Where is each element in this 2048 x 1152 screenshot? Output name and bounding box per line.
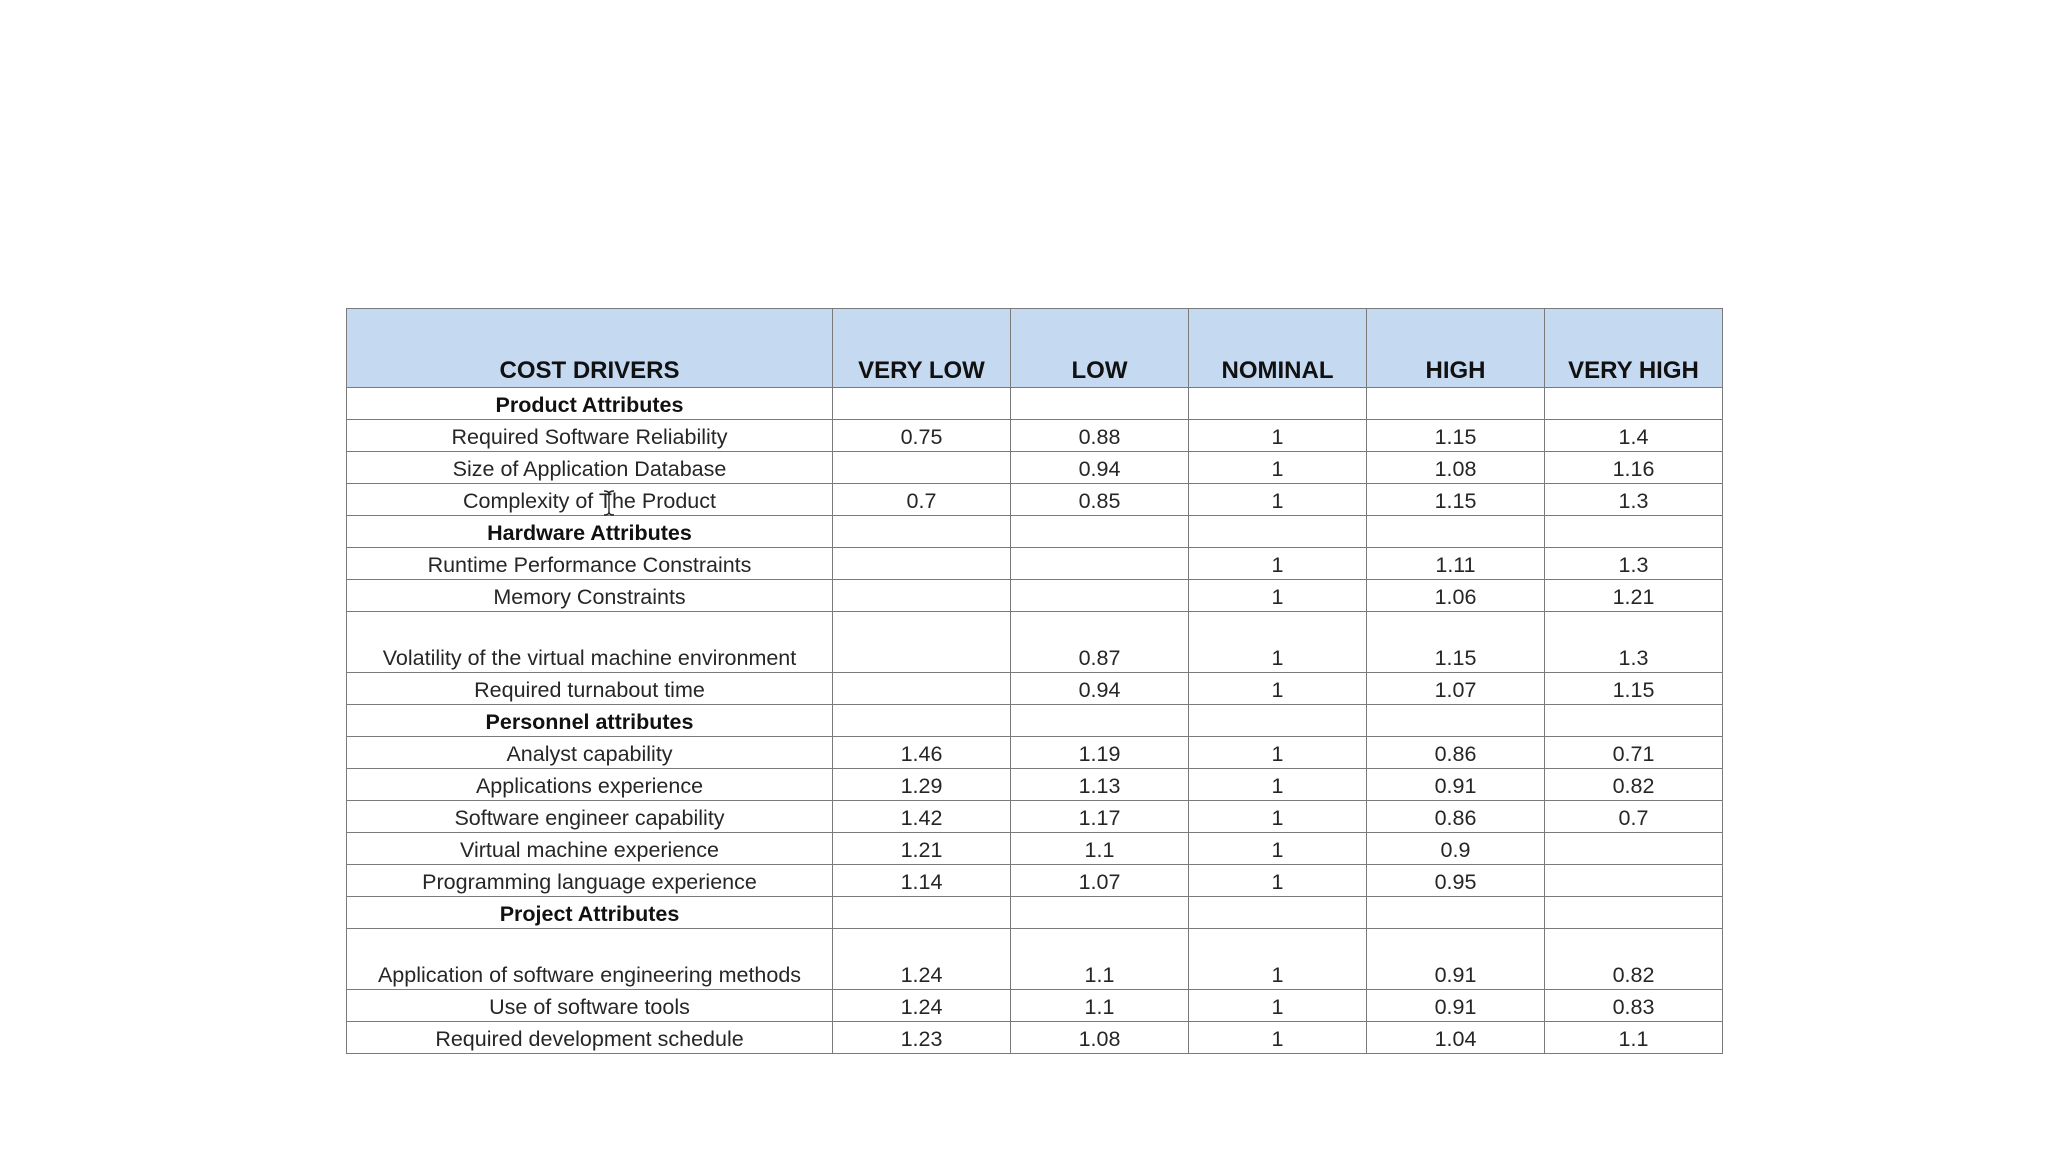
table-row [347, 801, 1723, 833]
table-row [347, 452, 1723, 484]
cell-low: 0.94 [1011, 452, 1189, 484]
cost-drivers-table [346, 308, 1723, 1054]
driver-name: Software engineer capability [347, 801, 833, 833]
header-high: HIGH [1367, 309, 1545, 388]
cell-very-low: 1.46 [833, 737, 1011, 769]
cell-very-low: 1.24 [833, 990, 1011, 1022]
cell-nominal: 1 [1189, 420, 1367, 452]
section-row [347, 897, 1723, 929]
cell-nominal: 1 [1189, 990, 1367, 1022]
cell-very-low [833, 612, 1011, 673]
cell-low: 1.1 [1011, 929, 1189, 990]
section-title: Product Attributes [347, 388, 833, 420]
section-title: Personnel attributes [347, 705, 833, 737]
cell-very-low [833, 897, 1011, 929]
driver-name: Memory Constraints [347, 580, 833, 612]
cell-high: 0.86 [1367, 801, 1545, 833]
table-row [347, 548, 1723, 580]
cell-very-low: 1.14 [833, 865, 1011, 897]
cell-high: 0.86 [1367, 737, 1545, 769]
table-row [347, 612, 1723, 673]
cell-high: 1.07 [1367, 673, 1545, 705]
cell-high [1367, 897, 1545, 929]
cell-high: 0.91 [1367, 929, 1545, 990]
driver-name: Virtual machine experience [347, 833, 833, 865]
cell-low: 1.07 [1011, 865, 1189, 897]
header-cost-drivers: COST DRIVERS [347, 309, 833, 388]
cell-very-high [1545, 833, 1723, 865]
cell-very-high [1545, 865, 1723, 897]
header-very-low: VERY LOW [833, 309, 1011, 388]
cell-very-low: 1.24 [833, 929, 1011, 990]
cell-nominal: 1 [1189, 580, 1367, 612]
cell-nominal [1189, 705, 1367, 737]
cell-nominal: 1 [1189, 929, 1367, 990]
cell-very-high: 0.83 [1545, 990, 1723, 1022]
cell-very-low [833, 580, 1011, 612]
cell-nominal: 1 [1189, 1022, 1367, 1054]
table-row [347, 484, 1723, 516]
cell-very-high: 0.7 [1545, 801, 1723, 833]
cell-nominal: 1 [1189, 769, 1367, 801]
table-row [347, 929, 1723, 990]
cell-high: 1.15 [1367, 612, 1545, 673]
cell-low: 0.94 [1011, 673, 1189, 705]
driver-name: Application of software engineering methods [347, 929, 833, 990]
cell-very-high [1545, 516, 1723, 548]
cell-low [1011, 897, 1189, 929]
driver-name: Size of Application Database [347, 452, 833, 484]
cell-very-high: 1.3 [1545, 548, 1723, 580]
table-row [347, 769, 1723, 801]
cell-very-high: 1.1 [1545, 1022, 1723, 1054]
cell-nominal [1189, 516, 1367, 548]
cell-very-low: 1.29 [833, 769, 1011, 801]
table-row [347, 420, 1723, 452]
cell-high: 1.15 [1367, 420, 1545, 452]
cell-nominal: 1 [1189, 548, 1367, 580]
cell-low: 1.08 [1011, 1022, 1189, 1054]
driver-name: Required development schedule [347, 1022, 833, 1054]
table-row [347, 1022, 1723, 1054]
cell-very-low: 0.7 [833, 484, 1011, 516]
cell-very-high: 1.21 [1545, 580, 1723, 612]
cell-very-low: 0.75 [833, 420, 1011, 452]
cell-very-low [833, 548, 1011, 580]
cell-very-low [833, 388, 1011, 420]
cell-low: 1.1 [1011, 990, 1189, 1022]
driver-name: Complexity of The Product [347, 484, 833, 516]
table-row [347, 673, 1723, 705]
cell-high: 0.91 [1367, 769, 1545, 801]
cell-nominal [1189, 897, 1367, 929]
cell-very-high: 1.4 [1545, 420, 1723, 452]
cell-very-high: 0.71 [1545, 737, 1723, 769]
cell-low [1011, 705, 1189, 737]
cell-very-high [1545, 705, 1723, 737]
cell-high: 1.08 [1367, 452, 1545, 484]
cell-very-low: 1.42 [833, 801, 1011, 833]
table-row [347, 865, 1723, 897]
cell-nominal: 1 [1189, 833, 1367, 865]
table-row [347, 833, 1723, 865]
driver-name: Required turnabout time [347, 673, 833, 705]
cell-low [1011, 516, 1189, 548]
cell-high: 0.91 [1367, 990, 1545, 1022]
header-very-high: VERY HIGH [1545, 309, 1723, 388]
cell-low: 1.13 [1011, 769, 1189, 801]
cell-high: 1.11 [1367, 548, 1545, 580]
cell-low: 1.19 [1011, 737, 1189, 769]
cell-low: 0.88 [1011, 420, 1189, 452]
cell-high [1367, 705, 1545, 737]
driver-name: Use of software tools [347, 990, 833, 1022]
cell-nominal: 1 [1189, 484, 1367, 516]
cell-nominal: 1 [1189, 452, 1367, 484]
cell-nominal: 1 [1189, 673, 1367, 705]
header-row [347, 309, 1723, 388]
cell-very-high [1545, 388, 1723, 420]
table-row [347, 737, 1723, 769]
cell-very-low: 1.21 [833, 833, 1011, 865]
cell-low: 1.17 [1011, 801, 1189, 833]
cell-nominal: 1 [1189, 801, 1367, 833]
cell-very-low [833, 516, 1011, 548]
cell-nominal: 1 [1189, 737, 1367, 769]
cell-nominal: 1 [1189, 612, 1367, 673]
cell-high: 1.04 [1367, 1022, 1545, 1054]
cell-low: 0.85 [1011, 484, 1189, 516]
cell-very-high: 1.3 [1545, 612, 1723, 673]
cell-very-low: 1.23 [833, 1022, 1011, 1054]
section-row [347, 705, 1723, 737]
cell-very-high: 1.15 [1545, 673, 1723, 705]
driver-name: Volatility of the virtual machine environment [347, 612, 833, 673]
cell-high: 1.15 [1367, 484, 1545, 516]
section-title: Hardware Attributes [347, 516, 833, 548]
driver-name: Programming language experience [347, 865, 833, 897]
cell-nominal [1189, 388, 1367, 420]
cell-low [1011, 580, 1189, 612]
cell-very-low [833, 705, 1011, 737]
table-row [347, 580, 1723, 612]
table-body [347, 388, 1723, 1054]
cell-low [1011, 388, 1189, 420]
driver-name: Applications experience [347, 769, 833, 801]
cell-low [1011, 548, 1189, 580]
cell-high [1367, 516, 1545, 548]
section-row [347, 516, 1723, 548]
table-row [347, 990, 1723, 1022]
cell-very-high: 0.82 [1545, 769, 1723, 801]
cell-high [1367, 388, 1545, 420]
cell-high: 0.95 [1367, 865, 1545, 897]
section-title: Project Attributes [347, 897, 833, 929]
cell-high: 0.9 [1367, 833, 1545, 865]
section-row [347, 388, 1723, 420]
cell-high: 1.06 [1367, 580, 1545, 612]
header-nominal: NOMINAL [1189, 309, 1367, 388]
cell-low: 0.87 [1011, 612, 1189, 673]
cell-very-high: 0.82 [1545, 929, 1723, 990]
driver-name: Analyst capability [347, 737, 833, 769]
cell-nominal: 1 [1189, 865, 1367, 897]
driver-name: Required Software Reliability [347, 420, 833, 452]
cell-very-low [833, 673, 1011, 705]
header-low: LOW [1011, 309, 1189, 388]
cell-very-high: 1.16 [1545, 452, 1723, 484]
cell-very-high: 1.3 [1545, 484, 1723, 516]
cell-very-high [1545, 897, 1723, 929]
cell-very-low [833, 452, 1011, 484]
driver-name: Runtime Performance Constraints [347, 548, 833, 580]
cell-low: 1.1 [1011, 833, 1189, 865]
